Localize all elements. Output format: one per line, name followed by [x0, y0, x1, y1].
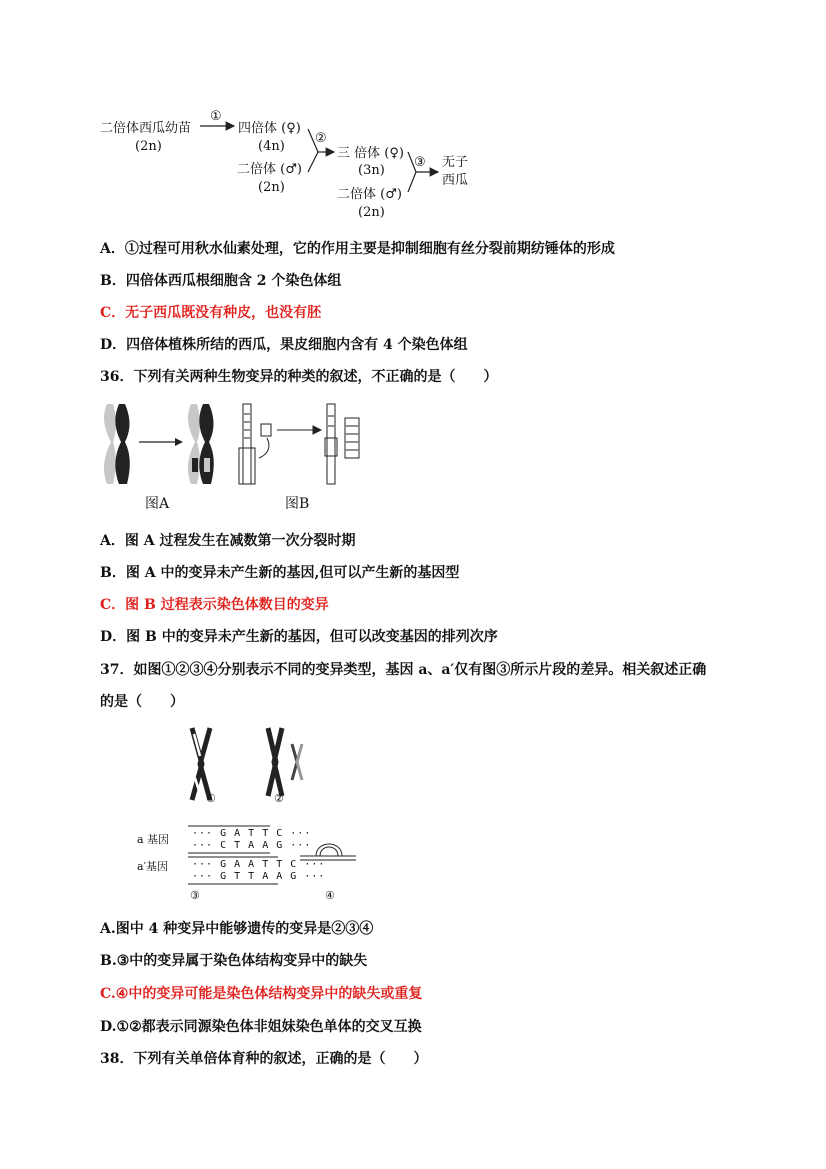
- fig-b-chromosomes: [239, 404, 359, 484]
- seq-a-prime-top: ··· G A A T T C ···: [192, 859, 326, 870]
- fig3-label: ③: [190, 889, 200, 902]
- fig-a-before-chromosomes: [104, 404, 130, 484]
- q37-option-c: C.④中的变异可能是染色体结构变异中的缺失或重复: [100, 986, 423, 1002]
- q36-option-d: D．图 B 中的变异未产生新的基因，但可以改变基因的排列次序: [100, 629, 498, 645]
- flow-seedling: 二倍体西瓜幼苗: [100, 121, 192, 136]
- q36-option-a: A．图 A 过程发生在减数第一次分裂时期: [100, 533, 356, 549]
- flow-seedling-ploidy: (2n): [135, 139, 162, 154]
- flow-step3: ③: [414, 155, 426, 170]
- gene-a-prime-label: a′基因: [137, 860, 169, 873]
- flow-diploid-male-1-ploidy: (2n): [258, 180, 285, 195]
- fig4-label: ④: [325, 889, 335, 902]
- flow-triploid-ploidy: (3n): [358, 163, 385, 178]
- q37-stem-line2: 的是（ ）: [100, 694, 184, 710]
- q38-stem: 38．下列有关单倍体育种的叙述，正确的是（ ）: [100, 1051, 428, 1067]
- q37-option-d: D.①②都表示同源染色体非姐妹染色单体的交叉互换: [100, 1019, 422, 1035]
- q37-option-a: A.图中 4 种变异中能够遗传的变异是②③④: [100, 921, 374, 937]
- fig2-chromosome-pair: [268, 728, 302, 796]
- seq-a-prime-bottom: ··· G T T A A G ···: [192, 871, 326, 882]
- q37-stem-line1: 37．如图①②③④分别表示不同的变异类型，基因 a、a′仅有图③所示片段的差异。相关叙述正确: [100, 662, 707, 678]
- fig1-chromosome-pair: [192, 728, 210, 800]
- q35-option-d: D．四倍体植株所结的西瓜，果皮细胞内含有 4 个染色体组: [100, 337, 468, 353]
- flow-diploid-male-2: 二倍体 (♂): [337, 187, 402, 202]
- flow-diploid-male-2-ploidy: (2n): [358, 205, 385, 220]
- q36-option-c: C．图 B 过程表示染色体数目的变异: [100, 597, 329, 613]
- chromosome-figure-a-b: [95, 398, 395, 490]
- fig-a-after-chromosomes: [188, 404, 214, 484]
- fig1-label: ①: [206, 792, 216, 805]
- flow-result-line1: 无子: [442, 155, 469, 170]
- q35-option-a: A．①过程可用秋水仙素处理，它的作用主要是抑制细胞有丝分裂前期纺锤体的形成: [100, 241, 615, 257]
- flow-arrows: [0, 0, 826, 230]
- flow-result-line2: 西瓜: [442, 173, 469, 188]
- flow-step1: ①: [210, 109, 222, 124]
- fig-a-caption: 图A: [145, 496, 170, 512]
- q37-option-b: B.③中的变异属于染色体结构变异中的缺失: [100, 953, 368, 969]
- flow-diploid-male-1: 二倍体 (♂): [237, 162, 302, 177]
- flow-step2: ②: [315, 131, 327, 146]
- q35-option-b: B．四倍体西瓜根细胞含 2 个染色体组: [100, 273, 342, 289]
- seq-a-top: ··· G A T T C ···: [192, 828, 312, 839]
- flow-tetraploid: 四倍体 (♀): [238, 121, 301, 136]
- q36-stem: 36．下列有关两种生物变异的种类的叙述，不正确的是（ ）: [100, 369, 498, 385]
- flow-tetraploid-ploidy: (4n): [258, 139, 285, 154]
- fig-b-caption: 图B: [285, 496, 310, 512]
- fig2-label: ②: [274, 792, 284, 805]
- q36-option-b: B．图 A 中的变异未产生新的基因,但可以产生新的基因型: [100, 565, 460, 581]
- flow-triploid: 三 倍体 (♀): [337, 146, 404, 161]
- gene-a-label: a 基因: [137, 833, 170, 846]
- seq-a-bottom: ··· C T A A G ···: [192, 840, 312, 851]
- q35-option-c: C．无子西瓜既没有种皮，也没有胚: [100, 305, 322, 321]
